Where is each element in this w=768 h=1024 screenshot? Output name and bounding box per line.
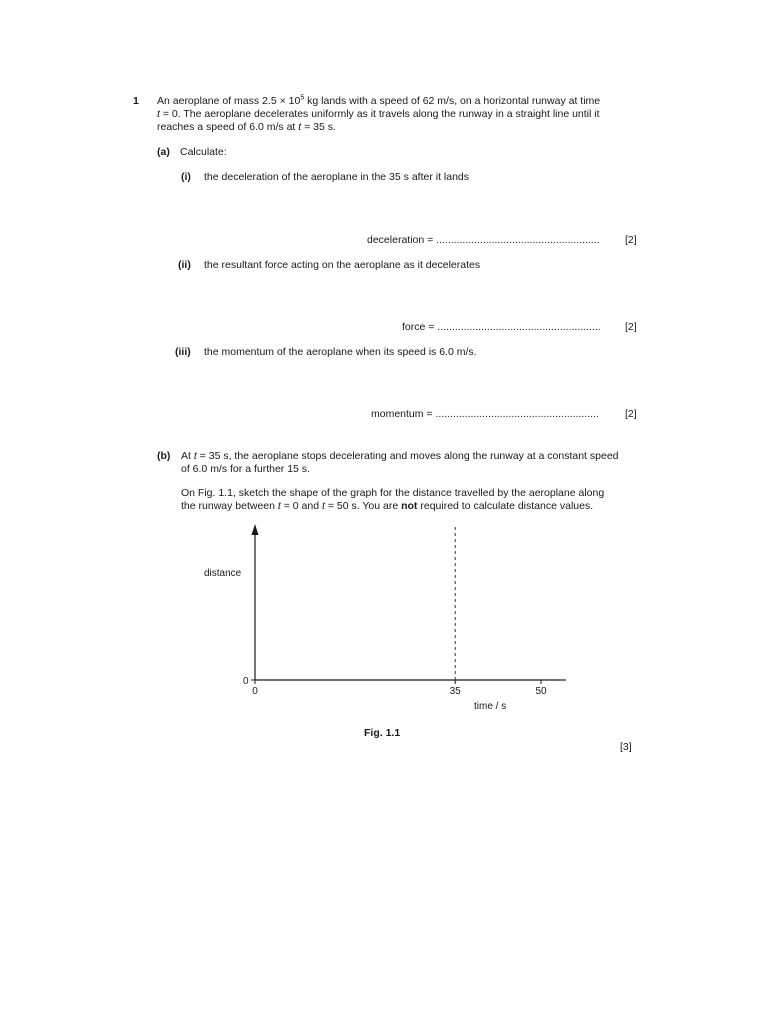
figure-caption: Fig. 1.1	[364, 727, 401, 739]
intro-var-t: t	[157, 108, 160, 120]
part-a-ii-label: (ii)	[178, 259, 191, 271]
part-a-iii-text: the momentum of the aeroplane when its speed is 6.0 m/s.	[204, 346, 477, 358]
part-a-ii-text: the resultant force acting on the aeroplane as it decelerates	[204, 259, 481, 271]
intro-line-1b: kg lands with a speed of 62 m/s, on a horizontal runway at time	[304, 95, 601, 107]
instr2-var-t2: t	[322, 500, 325, 512]
part-b-label: (b)	[157, 450, 171, 462]
part-b-marks: [3]	[620, 741, 632, 753]
intro-var-t2: t	[298, 121, 302, 133]
part-a-text: Calculate:	[180, 146, 227, 158]
y-origin-label: 0	[243, 676, 249, 687]
part-b-line-1b: = 35 s, the aeroplane stops decelerating and moves along the runway at a constant speed	[196, 450, 619, 462]
x-axis-label: time / s	[474, 701, 507, 712]
part-a-i-text: the deceleration of the aeroplane in the 35 s after it lands	[204, 171, 470, 183]
instr2-c: = 50 s. You are	[324, 500, 402, 512]
question-number: 1	[133, 95, 139, 107]
x-tick-label-35: 35	[449, 686, 461, 697]
instr2-var-t1: t	[277, 500, 281, 512]
momentum-answer-line[interactable]: momentum = ........................................................	[371, 408, 599, 420]
y-axis-label: distance	[204, 568, 242, 579]
part-a-i-label: (i)	[181, 171, 191, 183]
part-b-var-t: t	[193, 450, 197, 462]
part-a-iii-marks: [2]	[625, 408, 637, 420]
part-b-line-2: of 6.0 m/s for a further 15 s.	[181, 463, 310, 475]
instr2-d: required to calculate distance values.	[417, 500, 594, 512]
x-ticks	[252, 680, 547, 697]
intro-line-3b: = 35 s.	[301, 121, 336, 133]
instr2-bold-not: not	[401, 500, 418, 512]
x-tick-label-50: 50	[535, 686, 547, 697]
force-answer-line[interactable]: force = ........................................................	[402, 321, 601, 333]
part-a-iii-label: (iii)	[175, 346, 191, 358]
part-b-line-1a: At	[181, 450, 194, 462]
part-a-i-marks: [2]	[625, 234, 637, 246]
instr2-b: = 0 and	[280, 500, 322, 512]
intro-line-2-rest: = 0. The aeroplane decelerates uniformly as it travels along the runway in a straight line until it	[159, 108, 600, 120]
intro-line-3a: reaches a speed of 6.0 m/s at	[157, 121, 299, 133]
intro-line-1a: An aeroplane of mass 2.5 × 10	[157, 95, 301, 107]
part-a-label: (a)	[157, 146, 170, 158]
y-axis-arrow	[252, 524, 259, 535]
part-b-instruction-1: On Fig. 1.1, sketch the shape of the graph for the distance travelled by the aeroplane along	[181, 487, 605, 499]
deceleration-answer-line[interactable]: deceleration = ........................................................	[367, 234, 600, 246]
part-a-ii-marks: [2]	[625, 321, 637, 333]
x-tick-label-0: 0	[252, 686, 258, 697]
instr2-a: the runway between	[181, 500, 278, 512]
intro-exponent: 5	[300, 94, 305, 102]
